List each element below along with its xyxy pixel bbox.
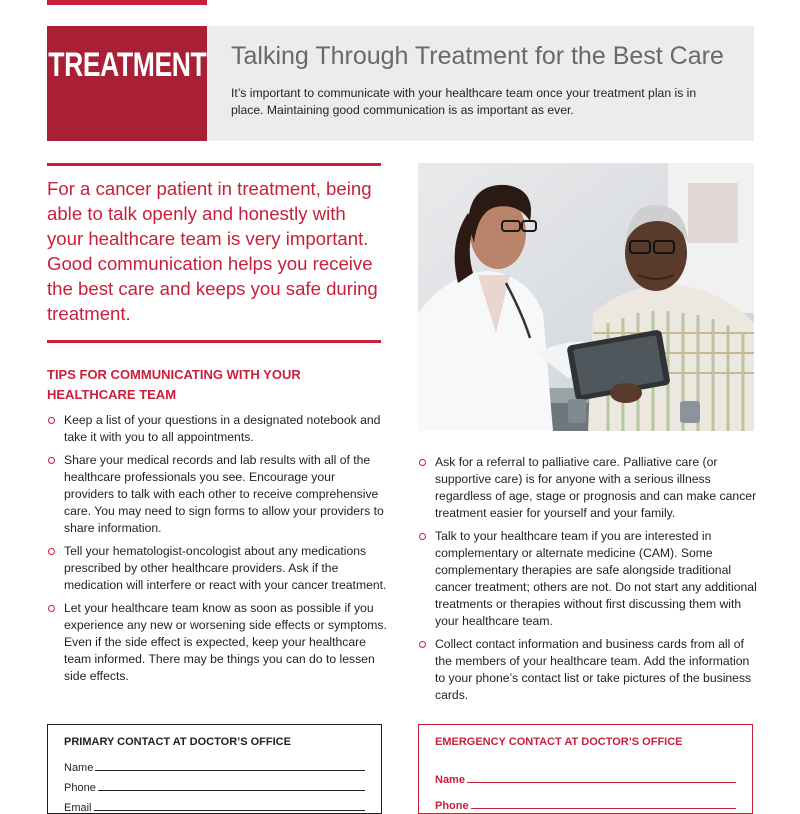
circle-bullet-icon (48, 417, 55, 424)
section-badge (47, 26, 207, 141)
emergency-name-line[interactable] (467, 782, 736, 783)
primary-phone-field[interactable] (64, 774, 365, 794)
tips-list-right (418, 454, 758, 710)
section-header (47, 26, 754, 141)
tip-item (418, 528, 758, 630)
tip-item (47, 600, 387, 685)
circle-bullet-icon (48, 548, 55, 555)
primary-email-label: Email (64, 802, 92, 814)
primary-name-field[interactable] (64, 754, 365, 774)
tips-list-left (47, 412, 387, 691)
doctor-patient-photo (418, 163, 754, 431)
emergency-name-label: Name (435, 774, 465, 786)
section-badge-label: TREATMENT (47, 46, 207, 84)
tips-heading: TIPS FOR COMMUNICATING WITH YOUR HEALTHCARE TEAM (47, 367, 301, 402)
primary-name-label: Name (64, 762, 94, 774)
circle-bullet-icon (419, 641, 426, 648)
tip-text: Ask for a referral to palliative care. Palliative care (or supportive care) is for anyone with a serious illness regardless of age, stage or prognosis and can make cancer treatment easier for yourself and your family. (435, 455, 757, 520)
top-accent-strip (47, 0, 207, 5)
primary-email-line[interactable] (94, 810, 365, 811)
primary-name-line[interactable] (95, 770, 365, 771)
emergency-phone-field[interactable] (435, 786, 736, 812)
tip-text: Collect contact information and business cards from all of the members of your healthcare team. Add the information to your phone’s contact list or take pictures of the business cards. (435, 637, 752, 702)
tip-text: Share your medical records and lab results with all of the healthcare professionals you see. Encourage your providers to talk with each other to receive comprehensive care. You may need to sign forms to allow your providers to share information. (64, 453, 384, 535)
tip-text: Let your healthcare team know as soon as possible if you experience any new or worsening side effects or symptoms. Even if the side effect is expected, keep your healthcare team informed. There may be things you can do to lessen side effects. (64, 601, 387, 683)
emergency-contact-title: EMERGENCY CONTACT AT DOCTOR’S OFFICE (435, 736, 683, 748)
tip-item (47, 543, 387, 594)
tip-item (418, 454, 758, 522)
lead-paragraph: For a cancer patient in treatment, being able to talk openly and honestly with your healthcare team is very important. Good communication helps you receive the best care and keeps you safe during treatment. (47, 178, 378, 324)
tip-item (47, 452, 387, 537)
doctor-patient-illustration (418, 163, 754, 431)
tip-item (47, 412, 387, 446)
lead-top-divider (47, 163, 381, 166)
tip-text: Keep a list of your questions in a designated notebook and take it with you to all appointments. (64, 413, 381, 444)
circle-bullet-icon (419, 459, 426, 466)
emergency-contact-box (418, 724, 753, 814)
circle-bullet-icon (419, 533, 426, 540)
tip-item (418, 636, 758, 704)
lead-bottom-divider (47, 340, 381, 343)
intro-text: It’s important to communicate with your healthcare team once your treatment plan is in place. Maintaining good communication is as important as ever. (231, 86, 697, 117)
primary-contact-box (47, 724, 382, 814)
tip-text: Talk to your healthcare team if you are interested in complementary or alternate medicine (CAM). Some complementary therapies are safe alongside traditional cancer treatment; others are not. Do not start any additional treatments or therapies without first discussing them with your healthcare team. (435, 529, 757, 628)
primary-email-field[interactable] (64, 794, 365, 814)
circle-bullet-icon (48, 605, 55, 612)
primary-contact-title: PRIMARY CONTACT AT DOCTOR’S OFFICE (64, 736, 291, 748)
primary-phone-label: Phone (64, 782, 96, 794)
tip-text: Tell your hematologist-oncologist about any medications prescribed by other healthcare providers. Ask if the medication will interfere or react with your cancer treatment. (64, 544, 387, 592)
emergency-phone-line[interactable] (471, 808, 736, 809)
primary-phone-line[interactable] (98, 790, 365, 791)
emergency-name-field[interactable] (435, 760, 736, 786)
emergency-phone-label: Phone (435, 800, 469, 812)
page-title: Talking Through Treatment for the Best Care (231, 42, 724, 70)
circle-bullet-icon (48, 457, 55, 464)
